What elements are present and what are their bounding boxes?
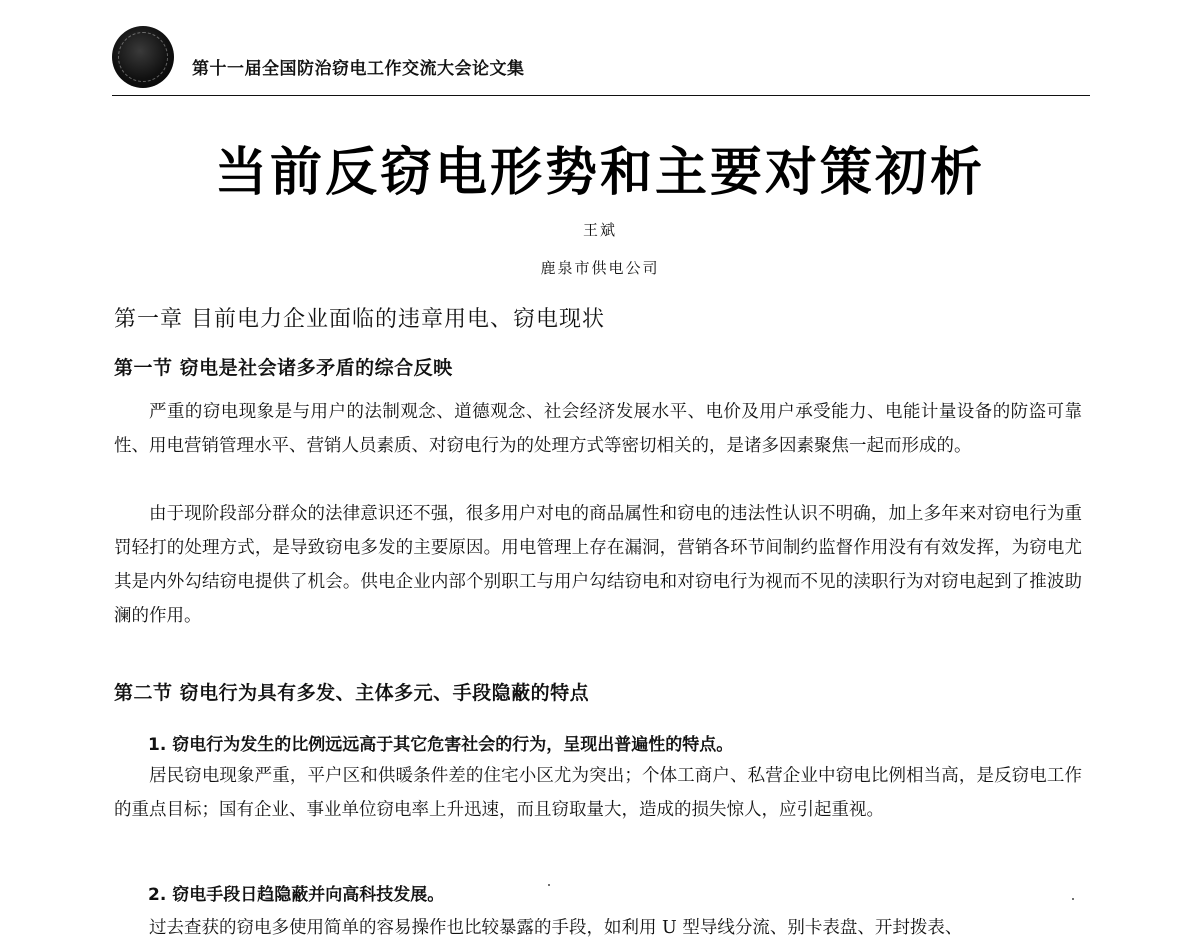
body-paragraph-1: 严重的窃电现象是与用户的法制观念、道德观念、社会经济发展水平、电价及用户承受能力、电能计量设备的防盗可靠性、用电营销管理水平、营销人员素质、对窃电行为的处理方式等密切相关的，是诸多因素聚焦一起而形成的。 [114,402,1082,456]
body-paragraph-2: 由于现阶段部分群众的法律意识还不强，很多用户对电的商品属性和窃电的违法性认识不明确，加上多年来对窃电行为重罚轻打的处理方式，是导致窃电多发的主要原因。用电管理上存在漏洞，营销各环节间制约监督作用没有有效发挥，为窃电尤其是内外勾结窃电提供了机会。供电企业内部个别职工与用户勾结窃电和对窃电行为视而不见的渎职行为对窃电起到了推波助澜的作用。 [114,504,1082,626]
section-heading-2: 第二节 窃电行为具有多发、主体多元、手段隐蔽的特点 [114,682,590,704]
article-title: 当前反窃电形势和主要对策初析 [214,143,985,203]
header-divider [112,95,1090,96]
chapter-heading: 第一章 目前电力企业面临的违章用电、窃电现状 [114,307,605,332]
scan-speck [548,884,550,886]
page-header [112,26,1090,96]
list-item-heading-1: 1. 窃电行为发生的比例远远高于其它危害社会的行为，呈现出普遍性的特点。 [148,735,734,755]
body-paragraph-3: 居民窃电现象严重，平户区和供暖条件差的住宅小区尤为突出；个体工商户、私营企业中窃电比例相当高，是反窃电工作的重点目标；国有企业、事业单位窃电率上升迅速，而且窃取量大，造成的损失惊人，应引起重视。 [114,766,1082,820]
journal-title: 第十一届全国防治窃电工作交流大会论文集 [192,59,525,79]
list-item-heading-2: 2. 窃电手段日趋隐蔽并向高科技发展。 [148,885,445,905]
author-name: 王斌 [582,221,617,239]
body-paragraph-4: 过去查获的窃电多使用简单的容易操作也比较暴露的手段，如利用 U 型导线分流、别卡表盘、开封拨表、 [149,918,963,938]
section-heading-1: 第一节 窃电是社会诸多矛盾的综合反映 [114,357,453,379]
author-affiliation: 鹿泉市供电公司 [540,259,660,277]
scan-speck [1072,898,1074,900]
conference-logo-icon [112,26,174,88]
